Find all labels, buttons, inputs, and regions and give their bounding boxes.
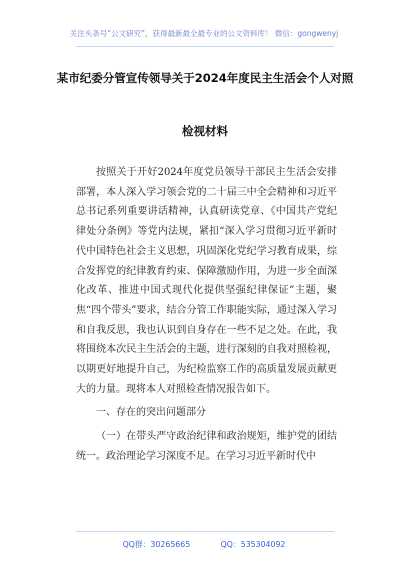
- promo-banner: 关注头条号“公文研究”，获得最新最全最专业的公文资料库！ 微信：gongwenyj: [69, 29, 339, 38]
- qq-group-link[interactable]: QQ群：30265665: [122, 540, 191, 549]
- section-heading: 一、存在的突出问题部分: [96, 407, 206, 419]
- subsection-paragraph: （一）在带头严守政治纪律和政治规矩，维护党的团结统一。政治理论学习深度不足。在学习习近平新时代中: [76, 431, 337, 462]
- top-divider: [76, 46, 334, 47]
- document-title-line-1: 某市纪委分管宣传领导关于2024年度民主生活会个人对照: [56, 71, 354, 85]
- qq-contact-link[interactable]: QQ：535304092: [220, 540, 286, 549]
- footer-contacts: [0, 539, 408, 550]
- bottom-divider: [76, 531, 334, 532]
- document-title-line-2: 检视材料: [182, 124, 228, 138]
- body-paragraph: 按照关于开好2024年度党员领导干部民主生活会安排部署，本人深入学习领会党的二十届三中全会精神和习近平总书记系列重要讲话精神，认真研读党章、《中国共产党纪律处分条例》等党内法规，紧扣“深入学习贯彻习近平新时代中国特色社会主义思想，巩固深化党纪学习教育成果，综合发挥党的纪律教育约束、保障激励作用，为进一步全面深化改革、推进中国式现代化提供坚强纪律保证”主题，聚焦“四个带头”要求，结合分管工作职能实际，通过深入学习和自我反思，我也认识到自身存在一些不足之处。在此，我将围绕本次民主生活会的主题，进行深刻的自我对照检视，以期更好地提升自己，为纪检监察工作的高质量发展贡献更大的力量。现将本人对照检查情况报告如下。: [76, 167, 337, 395]
- document-body: [76, 163, 337, 467]
